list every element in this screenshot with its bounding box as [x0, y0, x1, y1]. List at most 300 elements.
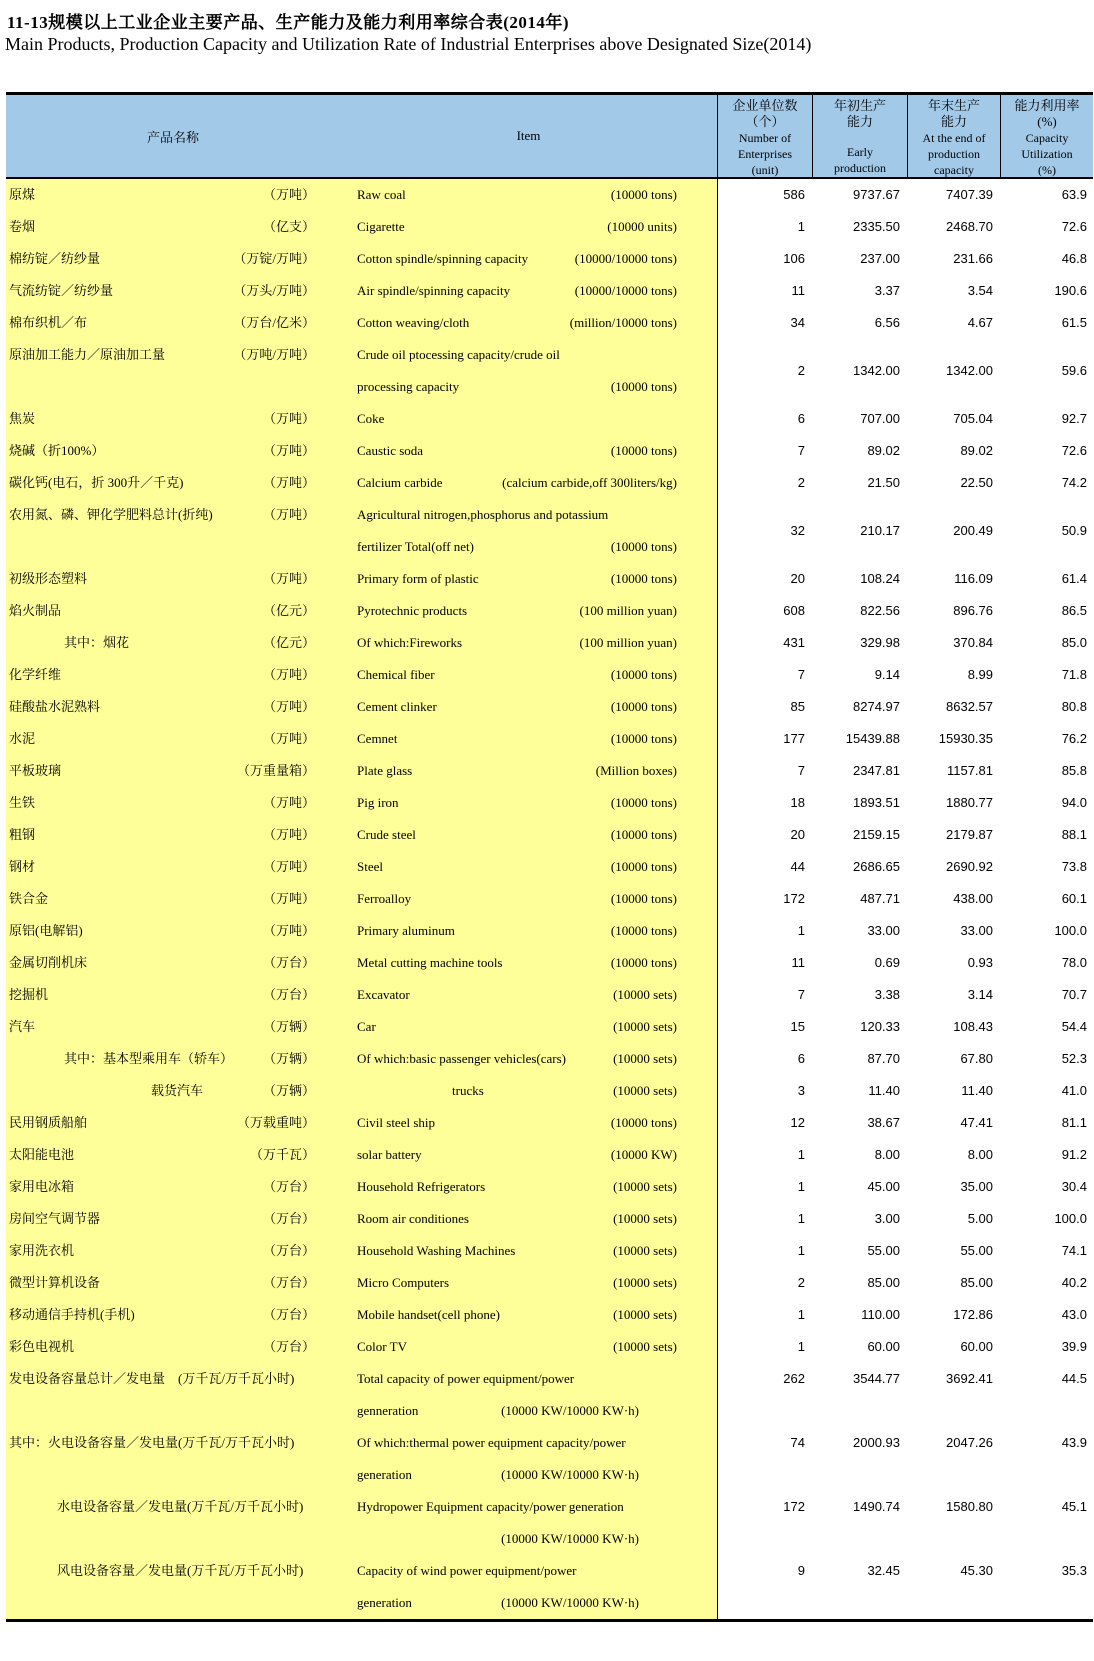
value-utilization: 43.0	[1061, 1307, 1087, 1322]
value-end-capacity: 896.76	[953, 603, 993, 618]
product-unit-cn: （万吨）	[262, 699, 315, 714]
item-unit-en: (10000 tons)	[610, 955, 677, 970]
value-utilization: 44.5	[1061, 1371, 1087, 1386]
value-utilization: 61.5	[1061, 315, 1087, 330]
product-cell-cn	[6, 1427, 340, 1491]
item-name-en: solar battery	[357, 1147, 422, 1162]
product-cell-cn	[6, 1491, 340, 1555]
product-name-cn: 铁合金	[9, 891, 49, 906]
value-end-capacity: 35.00	[960, 1179, 993, 1194]
value-utilization: 46.8	[1061, 251, 1087, 266]
value-enterprises: 11	[791, 955, 805, 970]
value-utilization: 59.6	[1061, 363, 1087, 378]
value-end-capacity: 22.50	[960, 475, 993, 490]
item-name-en: Primary form of plastic	[357, 571, 479, 586]
value-cells	[717, 307, 1093, 339]
item-name-en-cont: fertilizer Total(off net)	[357, 539, 474, 554]
product-name-cn: 焰火制品	[9, 603, 62, 618]
item-cell-en	[340, 1075, 717, 1107]
item-name-en: Metal cutting machine tools	[357, 955, 503, 970]
item-name-en: Cement clinker	[357, 699, 437, 714]
table-row	[6, 499, 1093, 563]
value-end-capacity: 67.80	[960, 1051, 993, 1066]
product-name-cn: 卷烟	[9, 219, 36, 234]
table-row	[6, 1107, 1093, 1139]
product-name-cn: 家用洗衣机	[9, 1243, 75, 1258]
value-end-capacity: 11.40	[961, 1083, 993, 1098]
product-unit-cn: （万台）	[262, 987, 315, 1002]
item-cell-en	[340, 403, 717, 435]
value-early-capacity: 120.33	[860, 1019, 900, 1034]
product-name-cn: 微型计算机设备	[9, 1275, 101, 1290]
product-name-cn: 平板玻璃	[9, 763, 62, 778]
value-early-capacity: 2347.81	[853, 763, 900, 778]
value-utilization: 50.9	[1061, 523, 1087, 538]
product-cell-cn	[6, 1171, 340, 1203]
item-unit-en: (calcium carbide,off 300liters/kg)	[502, 475, 677, 490]
value-cells	[717, 723, 1093, 755]
table-row	[6, 691, 1093, 723]
header-column-label-cn: 年末生产	[927, 98, 980, 113]
item-cell-en	[340, 819, 717, 851]
header-column-label-en: production	[834, 161, 886, 175]
item-unit-en: (10000 sets)	[613, 1019, 677, 1034]
item-unit-en: (10000 tons)	[610, 443, 677, 458]
value-utilization: 71.8	[1061, 667, 1087, 682]
value-utilization: 72.6	[1061, 219, 1087, 234]
product-name-cn: 挖掘机	[9, 987, 49, 1002]
value-enterprises: 2	[797, 1275, 805, 1290]
value-cells	[717, 1555, 1093, 1619]
item-line-2	[357, 371, 677, 403]
product-unit-cn: （万吨）	[262, 827, 315, 842]
value-end-capacity: 8.99	[967, 667, 993, 682]
product-unit-cn: （万台/亿米）	[233, 315, 315, 330]
value-cells	[717, 627, 1093, 659]
product-name-cn: 碳化钙(电石，折 300升／千克)	[9, 475, 184, 490]
header-column	[717, 95, 812, 177]
product-unit-cn: （万吨）	[262, 475, 315, 490]
product-cell-cn	[6, 179, 340, 211]
item-name-en: Room air conditiones	[357, 1211, 469, 1226]
item-cell-en	[340, 339, 717, 403]
header-column-label-en: Enterprises	[738, 147, 792, 161]
item-name-en: Household Refrigerators	[357, 1179, 486, 1194]
value-cells	[717, 659, 1093, 691]
value-utilization: 60.1	[1061, 891, 1087, 906]
product-name-cn: 粗钢	[9, 827, 36, 842]
value-early-capacity: 87.70	[867, 1051, 900, 1066]
item-unit-en: (million/10000 tons)	[569, 315, 677, 330]
item-unit-en: (10000 tons)	[610, 827, 677, 842]
value-cells	[717, 1139, 1093, 1171]
value-end-capacity: 5.00	[967, 1211, 993, 1226]
product-cell-cn	[6, 787, 340, 819]
product-name-cn: 载货汽车	[151, 1083, 204, 1098]
value-utilization: 61.4	[1061, 571, 1087, 586]
item-unit-en: (10000 sets)	[613, 1083, 677, 1098]
product-cell-cn	[6, 1267, 340, 1299]
product-name-cn: 太阳能电池	[9, 1147, 75, 1162]
header-column-label-en: capacity	[934, 163, 974, 177]
product-cell-cn	[6, 275, 340, 307]
value-early-capacity: 2159.15	[853, 827, 900, 842]
header-column	[1000, 95, 1093, 177]
product-cell-cn	[6, 1555, 340, 1619]
product-cell-cn	[6, 1299, 340, 1331]
value-end-capacity: 1580.80	[946, 1499, 993, 1514]
product-name-cn: 移动通信手持机(手机)	[9, 1307, 135, 1322]
value-early-capacity: 21.50	[867, 475, 900, 490]
value-cells	[717, 563, 1093, 595]
product-cell-cn	[6, 211, 340, 243]
value-enterprises: 172	[783, 1499, 805, 1514]
product-cell-cn	[6, 563, 340, 595]
value-early-capacity: 32.45	[867, 1563, 900, 1578]
product-cell-cn	[6, 723, 340, 755]
item-name-en: Household Washing Machines	[357, 1243, 516, 1258]
value-early-capacity: 3.00	[874, 1211, 900, 1226]
item-unit-en: (10000 KW/10000 KW·h)	[501, 1403, 639, 1418]
value-utilization: 86.5	[1061, 603, 1087, 618]
value-cells	[717, 1331, 1093, 1363]
value-early-capacity: 2686.65	[853, 859, 900, 874]
product-name-cn: 原油加工能力／原油加工量	[9, 347, 166, 362]
product-cell-cn	[6, 403, 340, 435]
table-row	[6, 755, 1093, 787]
header-column-label-cn: 能力	[846, 114, 873, 129]
item-cell-en	[340, 1171, 717, 1203]
value-cells	[717, 1427, 1093, 1491]
value-cells	[717, 947, 1093, 979]
value-cells	[717, 275, 1093, 307]
value-end-capacity: 438.00	[953, 891, 993, 906]
item-unit-en: (100 million yuan)	[579, 603, 677, 618]
item-cell-en	[340, 1235, 717, 1267]
product-name-cn: 房间空气调节器	[9, 1211, 101, 1226]
value-utilization: 81.1	[1061, 1115, 1087, 1130]
product-unit-cn: （万台）	[262, 1339, 315, 1354]
value-utilization: 80.8	[1061, 699, 1087, 714]
header-column-label-cn: (%)	[1037, 114, 1057, 129]
value-enterprises: 1	[797, 219, 805, 234]
page-title-cn: 11-13规模以上工业企业主要产品、生产能力及能力利用率综合表(2014年)	[7, 13, 570, 32]
product-name-cn: 其中：火电设备容量／发电量(万千瓦/万千瓦小时)	[9, 1435, 295, 1450]
value-early-capacity: 237.00	[860, 251, 900, 266]
item-unit-en: (10000 tons)	[610, 891, 677, 906]
product-unit-cn: （万重量箱）	[236, 763, 315, 778]
item-name-en: Civil steel ship	[357, 1115, 435, 1130]
item-name-en: Chemical fiber	[357, 667, 435, 682]
item-unit-en: (10000 tons)	[610, 187, 677, 202]
product-name-cn: 其中：基本型乘用车（轿车）	[64, 1051, 234, 1066]
product-cell-cn	[6, 819, 340, 851]
item-unit-en: (10000 tons)	[610, 731, 677, 746]
value-early-capacity: 110.00	[861, 1307, 900, 1322]
value-enterprises: 85	[790, 699, 805, 714]
product-name-cn: 硅酸盐水泥熟料	[9, 699, 101, 714]
value-early-capacity: 33.00	[867, 923, 900, 938]
product-unit-cn: （万吨）	[262, 923, 315, 938]
table-row	[6, 595, 1093, 627]
item-cell-en	[340, 1427, 717, 1491]
product-name-cn: 棉纺锭／纺纱量	[9, 251, 101, 266]
product-unit-cn: （万吨/万吨）	[233, 347, 315, 362]
value-cells	[717, 595, 1093, 627]
item-name-en: trucks	[452, 1083, 484, 1098]
item-unit-en: (10000 tons)	[610, 795, 677, 810]
item-line-1	[357, 1427, 677, 1459]
item-cell-en	[340, 1203, 717, 1235]
table-row	[6, 339, 1093, 403]
item-unit-en: (10000 tons)	[610, 923, 677, 938]
item-name-en: Hydropower Equipment capacity/power generation	[357, 1499, 624, 1514]
value-utilization: 54.4	[1061, 1019, 1087, 1034]
table-row	[6, 211, 1093, 243]
table-row	[6, 627, 1093, 659]
value-early-capacity: 1893.51	[853, 795, 900, 810]
item-line-1	[357, 339, 677, 371]
product-unit-cn: （万吨）	[262, 731, 315, 746]
product-cell-cn	[6, 1331, 340, 1363]
value-end-capacity: 7407.39	[946, 187, 993, 202]
value-enterprises: 1	[797, 1307, 805, 1322]
value-early-capacity: 707.00	[860, 411, 900, 426]
value-early-capacity: 1342.00	[853, 363, 900, 378]
header-column-label-en: production	[928, 147, 980, 161]
item-name-en: Coke	[357, 411, 385, 426]
product-name-cn: 发电设备容量总计／发电量 (万千瓦/万千瓦小时)	[9, 1371, 295, 1386]
value-utilization: 45.1	[1061, 1499, 1087, 1514]
value-end-capacity: 172.86	[953, 1307, 993, 1322]
item-cell-en	[340, 723, 717, 755]
item-name-en: Pyrotechnic products	[357, 603, 468, 618]
value-end-capacity: 231.66	[953, 251, 993, 266]
product-name-cn: 焦炭	[9, 411, 36, 426]
item-cell-en	[340, 1555, 717, 1619]
value-early-capacity: 108.24	[860, 571, 900, 586]
table-row	[6, 275, 1093, 307]
item-cell-en	[340, 979, 717, 1011]
value-enterprises: 1	[797, 1339, 805, 1354]
item-unit-en: (10000 tons)	[610, 539, 677, 554]
value-early-capacity: 822.56	[860, 603, 900, 618]
product-unit-cn: （万台）	[262, 1211, 315, 1226]
item-name-en: Crude steel	[357, 827, 416, 842]
item-cell-en	[340, 563, 717, 595]
product-name-cn: 其中：烟花	[64, 635, 130, 650]
value-cells	[717, 1299, 1093, 1331]
item-line-1	[357, 1491, 677, 1523]
table-row	[6, 243, 1093, 275]
value-utilization: 94.0	[1061, 795, 1087, 810]
product-unit-cn: （亿支）	[262, 219, 315, 234]
value-enterprises: 2	[797, 475, 805, 490]
value-enterprises: 3	[797, 1083, 805, 1098]
value-enterprises: 20	[790, 827, 805, 842]
value-utilization: 190.6	[1054, 283, 1087, 298]
value-enterprises: 18	[790, 795, 805, 810]
product-cell-cn	[6, 691, 340, 723]
value-utilization: 30.4	[1061, 1179, 1087, 1194]
value-enterprises: 34	[790, 315, 805, 330]
value-enterprises: 431	[783, 635, 805, 650]
value-enterprises: 7	[797, 667, 805, 682]
value-early-capacity: 8274.97	[853, 699, 900, 714]
item-cell-en	[340, 179, 717, 211]
header-column-label-en: Early	[847, 145, 873, 159]
table-header	[6, 95, 1093, 179]
value-end-capacity: 3.14	[967, 987, 993, 1002]
value-utilization: 70.7	[1061, 987, 1087, 1002]
value-enterprises: 7	[797, 987, 805, 1002]
value-cells	[717, 179, 1093, 211]
table-row	[6, 1139, 1093, 1171]
value-cells	[717, 915, 1093, 947]
value-utilization: 41.0	[1061, 1083, 1087, 1098]
value-cells	[717, 339, 1093, 403]
product-name-cn: 汽车	[9, 1019, 36, 1034]
value-end-capacity: 60.00	[960, 1339, 993, 1354]
table-row	[6, 1075, 1093, 1107]
header-column-label-cn: 企业单位数	[732, 98, 798, 113]
item-unit-en: (10000 sets)	[613, 1339, 677, 1354]
table-row	[6, 819, 1093, 851]
item-name-en-cont: genneration	[357, 1403, 419, 1418]
table-row	[6, 1491, 1093, 1555]
value-early-capacity: 2000.93	[853, 1435, 900, 1450]
item-name-en: Of which:Fireworks	[357, 635, 463, 650]
product-name-cn: 民用钢质船舶	[9, 1115, 88, 1130]
value-end-capacity: 1157.81	[946, 763, 993, 778]
item-cell-en	[340, 467, 717, 499]
item-unit-en: (10000/10000 tons)	[574, 283, 677, 298]
item-cell-en	[340, 947, 717, 979]
value-utilization: 35.3	[1061, 1563, 1087, 1578]
product-unit-cn: （万头/万吨）	[233, 283, 315, 298]
value-cells	[717, 755, 1093, 787]
item-cell-en	[340, 1267, 717, 1299]
value-end-capacity: 85.00	[960, 1275, 993, 1290]
item-line-2	[357, 1395, 677, 1427]
value-enterprises: 74	[790, 1435, 805, 1450]
value-enterprises: 7	[797, 443, 805, 458]
header-product-name-label: 产品名称	[146, 129, 199, 145]
item-cell-en	[340, 883, 717, 915]
value-end-capacity: 370.84	[953, 635, 993, 650]
product-cell-cn	[6, 1139, 340, 1171]
table-row	[6, 1171, 1093, 1203]
item-cell-en	[340, 1363, 717, 1427]
table-row	[6, 403, 1093, 435]
value-utilization: 74.2	[1061, 475, 1087, 490]
item-cell-en	[340, 787, 717, 819]
value-utilization: 63.9	[1061, 187, 1087, 202]
product-unit-cn: （万辆）	[262, 1019, 315, 1034]
value-utilization: 78.0	[1061, 955, 1087, 970]
value-early-capacity: 8.00	[874, 1147, 900, 1162]
product-unit-cn: （亿元）	[262, 603, 315, 618]
value-early-capacity: 329.98	[860, 635, 900, 650]
value-end-capacity: 89.02	[960, 443, 993, 458]
product-name-cn: 生铁	[9, 795, 36, 810]
header-item-label: Item	[516, 128, 541, 143]
product-unit-cn: （万吨）	[262, 859, 315, 874]
product-cell-cn	[6, 883, 340, 915]
value-end-capacity: 55.00	[960, 1243, 993, 1258]
product-name-cn: 烧碱（折100%）	[9, 443, 105, 458]
item-cell-en	[340, 1011, 717, 1043]
item-line-2	[357, 531, 677, 563]
value-utilization: 72.6	[1061, 443, 1087, 458]
header-column-label-en: (unit)	[751, 163, 779, 177]
value-cells	[717, 243, 1093, 275]
value-enterprises: 262	[783, 1371, 805, 1386]
table-row	[6, 1555, 1093, 1619]
item-name-en: Excavator	[357, 987, 410, 1002]
product-unit-cn: （万台）	[262, 955, 315, 970]
value-cells	[717, 1075, 1093, 1107]
value-enterprises: 7	[797, 763, 805, 778]
value-cells	[717, 1267, 1093, 1299]
item-name-en-cont: processing capacity	[357, 379, 460, 394]
value-early-capacity: 9737.67	[853, 187, 900, 202]
item-unit-en: (10000/10000 tons)	[574, 251, 677, 266]
value-early-capacity: 1490.74	[853, 1499, 900, 1514]
product-cell-cn	[6, 1363, 340, 1427]
product-name-cn: 原煤	[9, 187, 36, 202]
item-cell-en	[340, 211, 717, 243]
value-end-capacity: 33.00	[960, 923, 993, 938]
value-enterprises: 32	[790, 523, 805, 538]
value-end-capacity: 47.41	[960, 1115, 993, 1130]
item-name-en: Crude oil ptocessing capacity/crude oil	[357, 347, 560, 362]
table-row	[6, 851, 1093, 883]
value-cells	[717, 1043, 1093, 1075]
value-enterprises: 6	[797, 1051, 805, 1066]
value-early-capacity: 55.00	[867, 1243, 900, 1258]
product-cell-cn	[6, 499, 340, 563]
item-unit-en: (10000 tons)	[610, 379, 677, 394]
item-name-en: Total capacity of power equipment/power	[357, 1371, 575, 1386]
value-utilization: 100.0	[1054, 923, 1087, 938]
item-cell-en	[340, 627, 717, 659]
product-name-cn: 农用氮、磷、钾化学肥料总计(折纯)	[9, 507, 213, 522]
item-unit-en: (10000 sets)	[613, 1243, 677, 1258]
table-row	[6, 1299, 1093, 1331]
value-end-capacity: 3692.41	[946, 1371, 993, 1386]
value-end-capacity: 2047.26	[946, 1435, 993, 1450]
value-early-capacity: 2335.50	[853, 219, 900, 234]
value-end-capacity: 1342.00	[946, 363, 993, 378]
value-enterprises: 15	[790, 1019, 805, 1034]
value-early-capacity: 38.67	[867, 1115, 900, 1130]
product-cell-cn	[6, 947, 340, 979]
value-end-capacity: 8632.57	[946, 699, 993, 714]
item-unit-en: (10000 KW/10000 KW·h)	[501, 1467, 639, 1482]
value-early-capacity: 45.00	[867, 1179, 900, 1194]
table-row	[6, 307, 1093, 339]
item-unit-en: (10000 tons)	[610, 667, 677, 682]
value-utilization: 43.9	[1061, 1435, 1087, 1450]
item-unit-en: (10000 sets)	[613, 1275, 677, 1290]
value-early-capacity: 89.02	[867, 443, 900, 458]
product-cell-cn	[6, 1011, 340, 1043]
value-cells	[717, 1203, 1093, 1235]
value-enterprises: 2	[797, 363, 805, 378]
value-enterprises: 20	[790, 571, 805, 586]
product-cell-cn	[6, 851, 340, 883]
